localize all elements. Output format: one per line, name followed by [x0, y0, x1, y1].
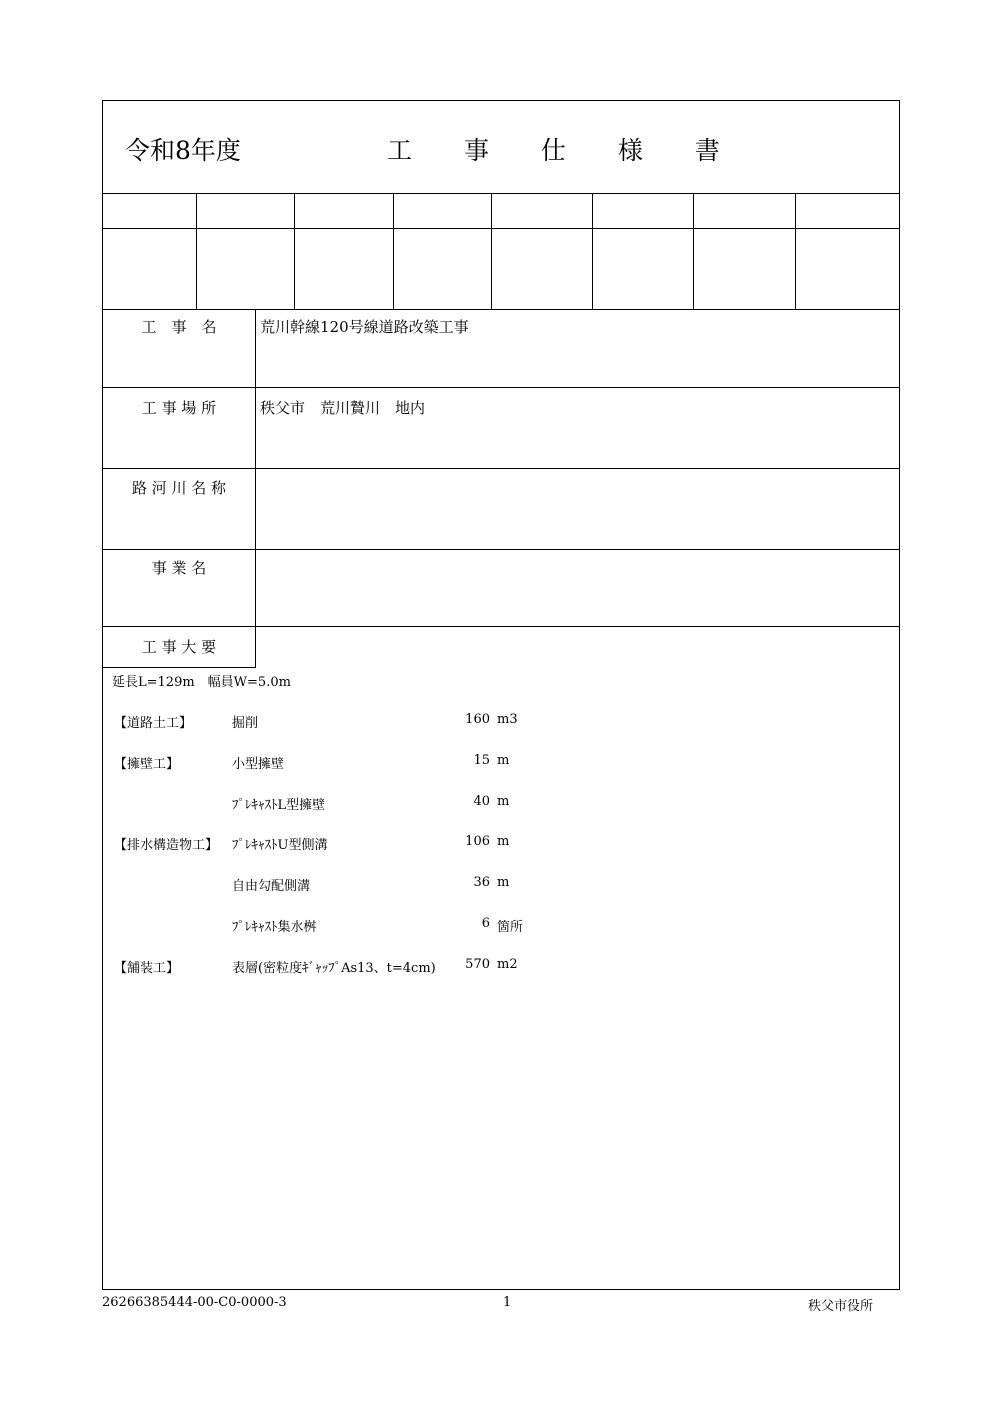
grid-line — [102, 193, 900, 194]
work-item-qty: 15 — [473, 753, 490, 768]
work-item-qty: 160 — [465, 712, 490, 727]
field-divider — [102, 549, 900, 550]
label-column-divider — [255, 309, 256, 667]
road-river-label: 路 河 川 名 称 — [131, 479, 227, 497]
work-item-qty: 40 — [473, 794, 490, 809]
field-divider — [102, 626, 900, 627]
work-item-unit: m — [497, 753, 510, 768]
fiscal-year: 令和8年度 — [125, 136, 241, 165]
grid-line — [102, 228, 900, 229]
work-item-qty: 36 — [473, 875, 490, 890]
work-item-category: 【道路土工】 — [114, 716, 193, 731]
work-item-name: 掘削 — [232, 716, 259, 731]
work-item-unit: m2 — [497, 957, 518, 972]
grid-line — [795, 193, 796, 309]
field-divider — [102, 667, 256, 668]
field-divider — [102, 387, 900, 388]
work-item-qty: 6 — [481, 916, 490, 931]
work-item-unit: m — [497, 875, 510, 890]
work-item-qty: 106 — [465, 834, 490, 849]
work-item-name: 小型擁壁 — [232, 757, 285, 772]
location-value: 秩父市 荒川贄川 地内 — [260, 399, 426, 417]
grid-line — [491, 193, 492, 309]
work-item-unit: m — [497, 794, 510, 809]
grid-line — [102, 309, 900, 310]
page-number: 1 — [503, 1295, 512, 1310]
document-title: 工 事 仕 様 書 — [387, 136, 742, 165]
work-item-qty: 570 — [465, 957, 490, 972]
work-item-category: 【排水構造物工】 — [114, 838, 219, 853]
work-item-name: 表層(密粒度ｷﾞｬｯﾌﾟAs13、t=4cm) — [232, 961, 436, 976]
work-item-category: 【舗装工】 — [114, 961, 180, 976]
work-item-unit: m — [497, 834, 510, 849]
work-item-name: ﾌﾟﾚｷｬｽﾄU型側溝 — [232, 838, 328, 853]
work-item-name: ﾌﾟﾚｷｬｽﾄL型擁壁 — [232, 798, 326, 813]
grid-line — [592, 193, 593, 309]
outline-summary: 延長L=129m 幅員W=5.0m — [112, 675, 291, 690]
location-label: 工 事 場 所 — [141, 399, 217, 417]
issuing-office: 秩父市役所 — [808, 1299, 874, 1314]
grid-line — [294, 193, 295, 309]
field-divider — [102, 468, 900, 469]
grid-line — [393, 193, 394, 309]
business-label: 事 業 名 — [151, 559, 207, 577]
project-name-value: 荒川幹線120号線道路改築工事 — [260, 318, 469, 336]
document-frame — [102, 100, 900, 1290]
document-id: 26266385444-00-C0-0000-3 — [102, 1295, 287, 1310]
work-item-category: 【擁壁工】 — [114, 757, 180, 772]
work-item-unit: 箇所 — [497, 920, 524, 935]
work-item-name: ﾌﾟﾚｷｬｽﾄ集水桝 — [232, 920, 317, 935]
outline-label: 工 事 大 要 — [141, 638, 217, 656]
work-item-unit: m3 — [497, 712, 518, 727]
project-name-label: 工 事 名 — [141, 318, 217, 336]
grid-line — [196, 193, 197, 309]
grid-line — [693, 193, 694, 309]
work-item-name: 自由勾配側溝 — [232, 879, 311, 894]
